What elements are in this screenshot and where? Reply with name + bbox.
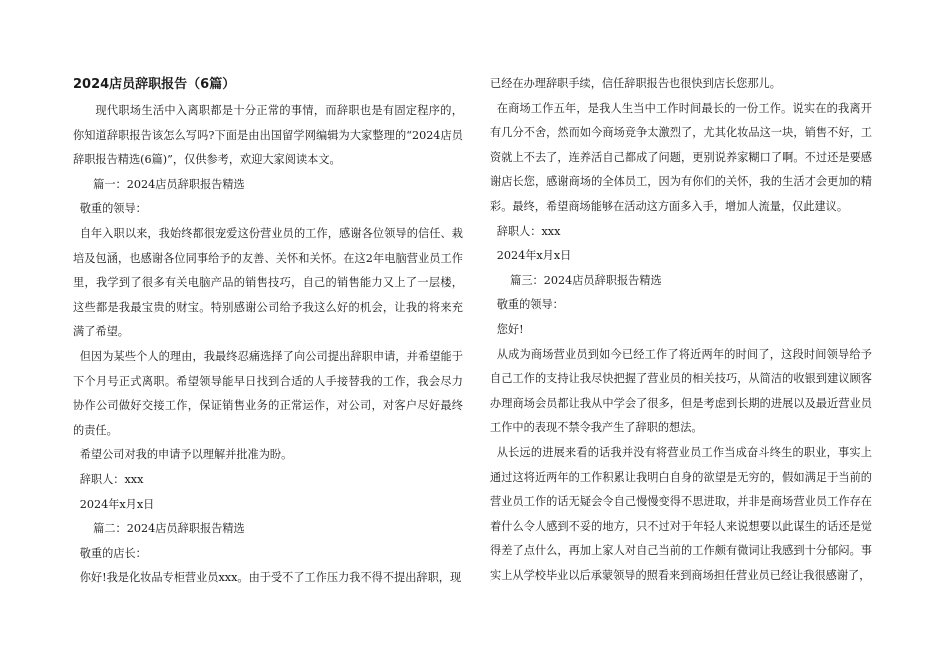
date-2: 2024年x月x日 bbox=[496, 249, 572, 263]
date-1: 2024年x月x日 bbox=[79, 497, 155, 511]
paragraph-5: 在商场工作五年，是我人生当中工作时间最长的一份工作。说实在的我离开有几分不舍，然而如今商场竞争太激烈了，尤其化妆品这一块，销售不好，工资就上不去了，连养活自己都成了问题，更别说养家糊口了啊。不过还是要感谢店长您，感谢商场的全体员工，因为有你们的关怀，我的生活才会更加的精彩。最终，希望商场能够在活动这方面多入手，增加人流量，仅此建议。 bbox=[490, 101, 872, 213]
document-title: 2024店员辞职报告（6篇） bbox=[73, 77, 236, 92]
paragraph-7: 从长远的进展来看的话我并没有将营业员工作当成奋斗终生的职业，事实上通过这将近两年的工作积累让我明白自身的欲望是无穷的，假如满足于当前的营业员工作的话无疑会令自己慢慢变得不思进取，并非是商场营业员工作存在着什么令人感到不妥的地方，只不过对于年轻人来说想要以此谋生的话还是觉得差了点什么，再加上家人对自己当前的工作颇有微词让我感到十分郁闷。事实上从学校毕业以后承蒙领导的照看来到商场担任营业员已经让我很感谢了， bbox=[490, 445, 872, 582]
signer-2: 辞职人：xxx bbox=[496, 224, 561, 238]
section-heading-2: 篇二：2024店员辞职报告精选 bbox=[93, 522, 245, 536]
paragraph-3: 希望公司对我的申请予以理解并批准为盼。 bbox=[79, 448, 293, 462]
hello-line: 您好! bbox=[496, 322, 524, 336]
paragraph-4-continued: 已经在办理辞职手续，信任辞职报告也很快到店长您那儿。 bbox=[490, 77, 781, 90]
section-heading-3: 篇三：2024店员辞职报告精选 bbox=[510, 273, 662, 287]
right-column bbox=[490, 72, 872, 588]
paragraph-6: 从成为商场营业员到如今已经工作了将近两年的时间了，这段时间领导给予自己工作的支持让我尽快把握了营业员的相关技巧，从简洁的收银到建议顾客办理商场会员都让我从中学会了很多，但是考虑到长期的进展以及最近营业员工作中的表现不禁令我产生了辞职的想法。 bbox=[490, 347, 872, 435]
greeting-2: 敬重的店长： bbox=[79, 546, 147, 560]
paragraph-1: 自年入职以来，我始终都很宠爱这份营业员的工作，感谢各位领导的信任、栽培及包涵，也感谢各位同事给予的友善、关怀和关怀。在这2年电脑营业员工作里，我学到了很多有关电脑产品的销售技巧，自己的销售能力又上了一层楼，这些都是我最宝贵的财宝。特别感谢公司给予我这么好的机会，让我的将来充满了希望。 bbox=[73, 226, 463, 339]
greeting-1: 敬重的领导： bbox=[79, 202, 147, 216]
section-heading-1: 篇一：2024店员辞职报告精选 bbox=[93, 177, 245, 191]
intro-paragraph: 现代职场生活中入离职都是十分正常的事情，而辞职也是有固定程序的，你知道辞职报告该怎么写吗?下面是由出国留学网编辑为大家整理的“2024店员辞职报告精选(6篇)”，仅供参考，欢迎大家阅读本文。 bbox=[73, 104, 463, 167]
paragraph-2: 但因为某些个人的理由，我最终忍痛选择了向公司提出辞职申请，并希望能于下个月号正式离职。希望领导能早日找到合适的人手接替我的工作，我会尽力协作公司做好交接工作，保证销售业务的正常运作，对公司，对客户尽好最终的责任。 bbox=[73, 349, 463, 437]
signer-1: 辞职人：xxx bbox=[79, 472, 144, 486]
left-column bbox=[73, 73, 463, 591]
greeting-3: 敬重的领导： bbox=[496, 298, 564, 312]
paragraph-4: 你好!我是化妆品专柜营业员xxx。由于受不了工作压力我不得不提出辞职，现 bbox=[79, 571, 462, 585]
